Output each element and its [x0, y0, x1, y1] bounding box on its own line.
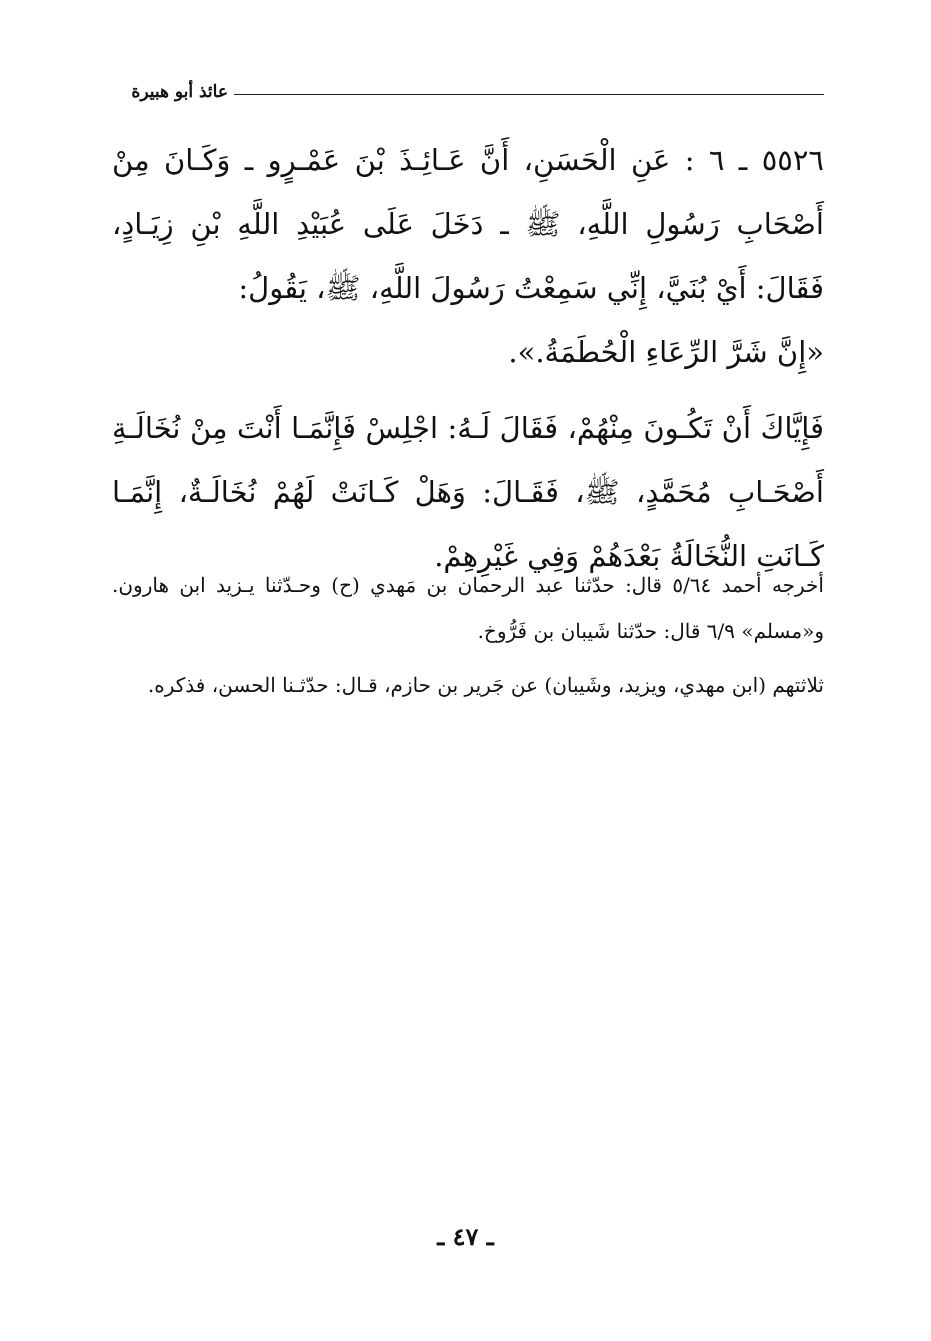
- takhrij-note: أخرجه أحمد ٥/٦٤ قال: حدّثنا عبد الرحمان بن مَهدي (ح) وحـدّثنا يـزيد ابن هارون. و«مسلم» ٦/٩ قال: حدّثنا شَيبان بن فَرُّوخ.: [112, 573, 824, 643]
- page-number: ـ ٤٧ ـ: [437, 1222, 494, 1251]
- running-head: عائذ أبو هبيرة: [131, 82, 228, 102]
- hadith-text: [112, 128, 824, 588]
- takhrij-notes: [112, 562, 824, 716]
- takhrij-note: ثلاثتهم (ابن مهدي، ويزيد، وشَيبان) عن جَرير بن حازم، قـال: حدّثـنا الحسن، فذكره.: [147, 673, 824, 697]
- hadith-quote: «إِنَّ شَرَّ الرِّعَاءِ الْحُطَمَةُ.».: [508, 335, 824, 369]
- hadith-paragraph-isnad: ٥٥٢٦ ـ ٦ : عَنِ الْحَسَنِ، أَنَّ عَـائِـذَ بْنَ عَمْـرٍو ـ وَكَـانَ مِنْ أَصْحَابِ رَسُولِ اللَّهِ، ﷺ ـ دَخَلَ عَلَى عُبَيْدِ اللَّهِ بْنِ زِيَـادٍ، فَقَالَ: أَيْ بُنَيَّ، إِنِّي سَمِعْتُ رَسُولَ اللَّهِ، ﷺ، يَقُولُ:: [112, 143, 824, 305]
- header-rule: [234, 94, 824, 95]
- page-header: [112, 80, 824, 110]
- hadith-paragraph-dialogue: فَإِيَّاكَ أَنْ تَكُـونَ مِنْهُمْ، فَقَالَ لَـهُ: اجْلِسْ فَإِنَّمَـا أَنْتَ مِنْ نُخَالَـةِ أَصْحَـابِ مُحَمَّدٍ، ﷺ، فَقَـالَ: وَهَلْ كَـانَتْ لَهُمْ نُخَالَـةٌ، إِنَّمَـا كَـانَتِ النُّخَالَةُ بَعْدَهُمْ وَفِي غَيْرِهِمْ.: [112, 411, 824, 573]
